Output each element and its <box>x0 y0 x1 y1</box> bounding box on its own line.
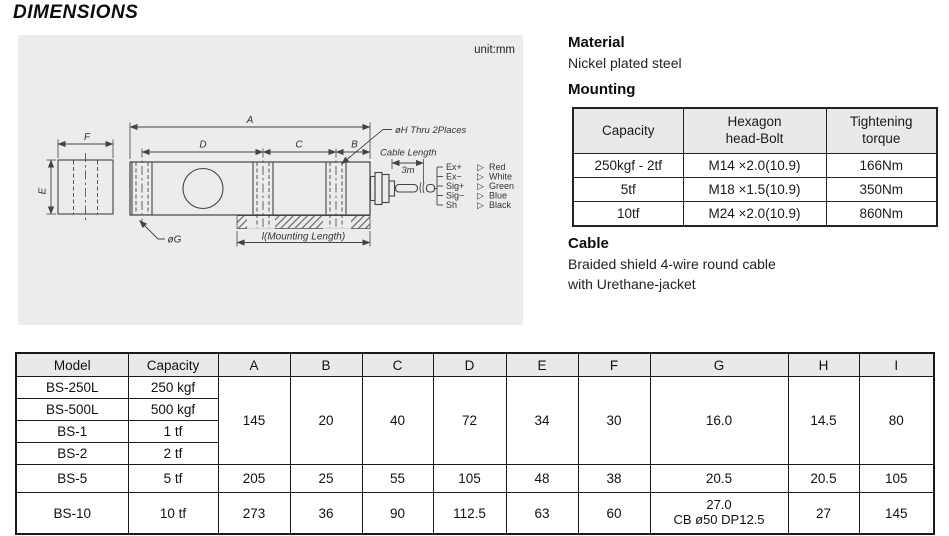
value-cell: 34 <box>506 377 578 465</box>
cable-desc-line2: with Urethane-jacket <box>568 276 696 292</box>
wire-color: Red <box>489 162 506 172</box>
capacity-cell: 250 kgf <box>128 377 218 399</box>
wire-color: Green <box>489 181 515 191</box>
capacity-cell: 1 tf <box>128 421 218 443</box>
g-value: 27.0 <box>706 497 732 513</box>
value-cell: 63 <box>506 493 578 535</box>
bolt-cell: M18 ×1.5(10.9) <box>683 178 826 202</box>
mounting-row <box>573 154 937 178</box>
spec-column <box>568 34 938 334</box>
cable-heading: Cable <box>568 235 609 252</box>
value-cell: 20.5 <box>650 465 788 493</box>
value-cell: 105 <box>859 465 934 493</box>
dimensions-header-row <box>16 353 934 377</box>
wire-signal: Ex− <box>446 171 462 182</box>
header-line: Capacity <box>601 122 655 138</box>
table-row <box>16 493 934 535</box>
value-cell: 40 <box>362 377 433 465</box>
wire-color: White <box>489 171 513 182</box>
wire-color-arrow-icon: ▷ <box>477 190 484 201</box>
value-cell: 145 <box>218 377 290 465</box>
header-line: Hexagon <box>727 114 782 130</box>
wire-signal: Ex+ <box>446 162 462 172</box>
value-cell: 20.5 <box>788 465 859 493</box>
wire-color-arrow-icon: ▷ <box>477 171 484 182</box>
value-cell: 105 <box>433 465 506 493</box>
dim-label-b: B <box>351 139 358 151</box>
table-row <box>16 465 934 493</box>
dim-label-c: C <box>295 139 303 151</box>
capacity-cell: 250kgf - 2tf <box>573 154 683 178</box>
header-line: head-Bolt <box>725 131 784 146</box>
dim-label-a: A <box>246 115 254 126</box>
model-cell: BS-500L <box>16 399 128 421</box>
header-line: Tightening <box>849 114 913 130</box>
capacity-cell: 10tf <box>573 202 683 227</box>
dim-label-e: E <box>37 187 49 195</box>
dimension-drawing-panel <box>18 35 523 325</box>
value-cell: 112.5 <box>433 493 506 535</box>
load-cell-drawing <box>18 35 523 325</box>
wire-color: Blue <box>489 190 508 201</box>
mounting-table <box>572 107 938 227</box>
wire-signal: Sh <box>446 200 458 210</box>
value-cell: 80 <box>859 377 934 465</box>
g-value-note: CB ø50 DP12.5 <box>673 512 765 527</box>
capacity-cell: 2 tf <box>128 443 218 465</box>
mounting-col-bolt <box>683 108 826 154</box>
wire-color-arrow-icon: ▷ <box>477 162 484 172</box>
model-cell: BS-250L <box>16 377 128 399</box>
col-header-c: C <box>362 353 433 377</box>
capacity-cell: 10 tf <box>128 493 218 535</box>
dim-label-d: D <box>199 139 207 151</box>
dim-label-f: F <box>83 132 91 143</box>
value-cell: 205 <box>218 465 290 493</box>
model-cell: BS-5 <box>16 465 128 493</box>
model-cell: BS-2 <box>16 443 128 465</box>
mounting-col-torque <box>826 108 937 154</box>
col-header-g: G <box>650 353 788 377</box>
hole-h-label: øH Thru 2Places <box>395 125 467 136</box>
torque-cell: 350Nm <box>826 178 937 202</box>
col-header-f: F <box>578 353 650 377</box>
value-cell: 25 <box>290 465 362 493</box>
value-cell: 90 <box>362 493 433 535</box>
main-view <box>130 123 443 247</box>
wire-bracket <box>435 167 444 205</box>
col-header-capacity: Capacity <box>128 353 218 377</box>
value-cell: 16.0 <box>650 377 788 465</box>
value-cell: 273 <box>218 493 290 535</box>
cable-length-label: Cable Length <box>380 147 437 159</box>
material-value: Nickel plated steel <box>568 55 682 71</box>
capacity-cell: 5tf <box>573 178 683 202</box>
value-cell: 60 <box>578 493 650 535</box>
wire-signal: Sig− <box>446 190 465 201</box>
bolt-cell: M24 ×2.0(10.9) <box>683 202 826 227</box>
wire-color: Black <box>489 200 512 210</box>
wire-list <box>446 162 514 210</box>
wire-color-arrow-icon: ▷ <box>477 181 484 191</box>
wire-signal: Sig+ <box>446 181 465 191</box>
col-header-a: A <box>218 353 290 377</box>
model-cell: BS-1 <box>16 421 128 443</box>
mounting-heading: Mounting <box>568 81 636 98</box>
side-view <box>47 140 114 222</box>
col-header-i: I <box>859 353 934 377</box>
page-title: DIMENSIONS <box>13 2 139 23</box>
torque-cell: 860Nm <box>826 202 937 227</box>
col-header-model: Model <box>16 353 128 377</box>
col-header-d: D <box>433 353 506 377</box>
mounting-col-capacity <box>573 108 683 154</box>
dimensions-table <box>15 352 935 535</box>
value-cell: 72 <box>433 377 506 465</box>
mounting-row <box>573 202 937 227</box>
value-cell: 30 <box>578 377 650 465</box>
value-cell: 27 <box>788 493 859 535</box>
value-cell: 20 <box>290 377 362 465</box>
col-header-b: B <box>290 353 362 377</box>
cable-length-value: 3m <box>401 165 415 176</box>
table-row <box>16 377 934 399</box>
capacity-cell: 500 kgf <box>128 399 218 421</box>
mounting-row <box>573 178 937 202</box>
cable-desc-line1: Braided shield 4-wire round cable <box>568 256 776 272</box>
value-cell: 145 <box>859 493 934 535</box>
value-cell: 36 <box>290 493 362 535</box>
col-header-h: H <box>788 353 859 377</box>
value-cell-g <box>650 493 788 535</box>
wire-color-arrow-icon: ▷ <box>477 200 484 210</box>
value-cell: 14.5 <box>788 377 859 465</box>
value-cell: 55 <box>362 465 433 493</box>
material-heading: Material <box>568 34 625 51</box>
mounting-header-row <box>573 108 937 154</box>
torque-cell: 166Nm <box>826 154 937 178</box>
unit-label: unit:mm <box>474 44 515 56</box>
capacity-cell: 5 tf <box>128 465 218 493</box>
hole-g-label: øG <box>167 234 182 246</box>
header-line: torque <box>862 131 901 146</box>
model-cell: BS-10 <box>16 493 128 535</box>
col-header-e: E <box>506 353 578 377</box>
mounting-length-label: l(Mounting Length) <box>261 231 346 243</box>
value-cell: 48 <box>506 465 578 493</box>
value-cell: 38 <box>578 465 650 493</box>
bolt-cell: M14 ×2.0(10.9) <box>683 154 826 178</box>
